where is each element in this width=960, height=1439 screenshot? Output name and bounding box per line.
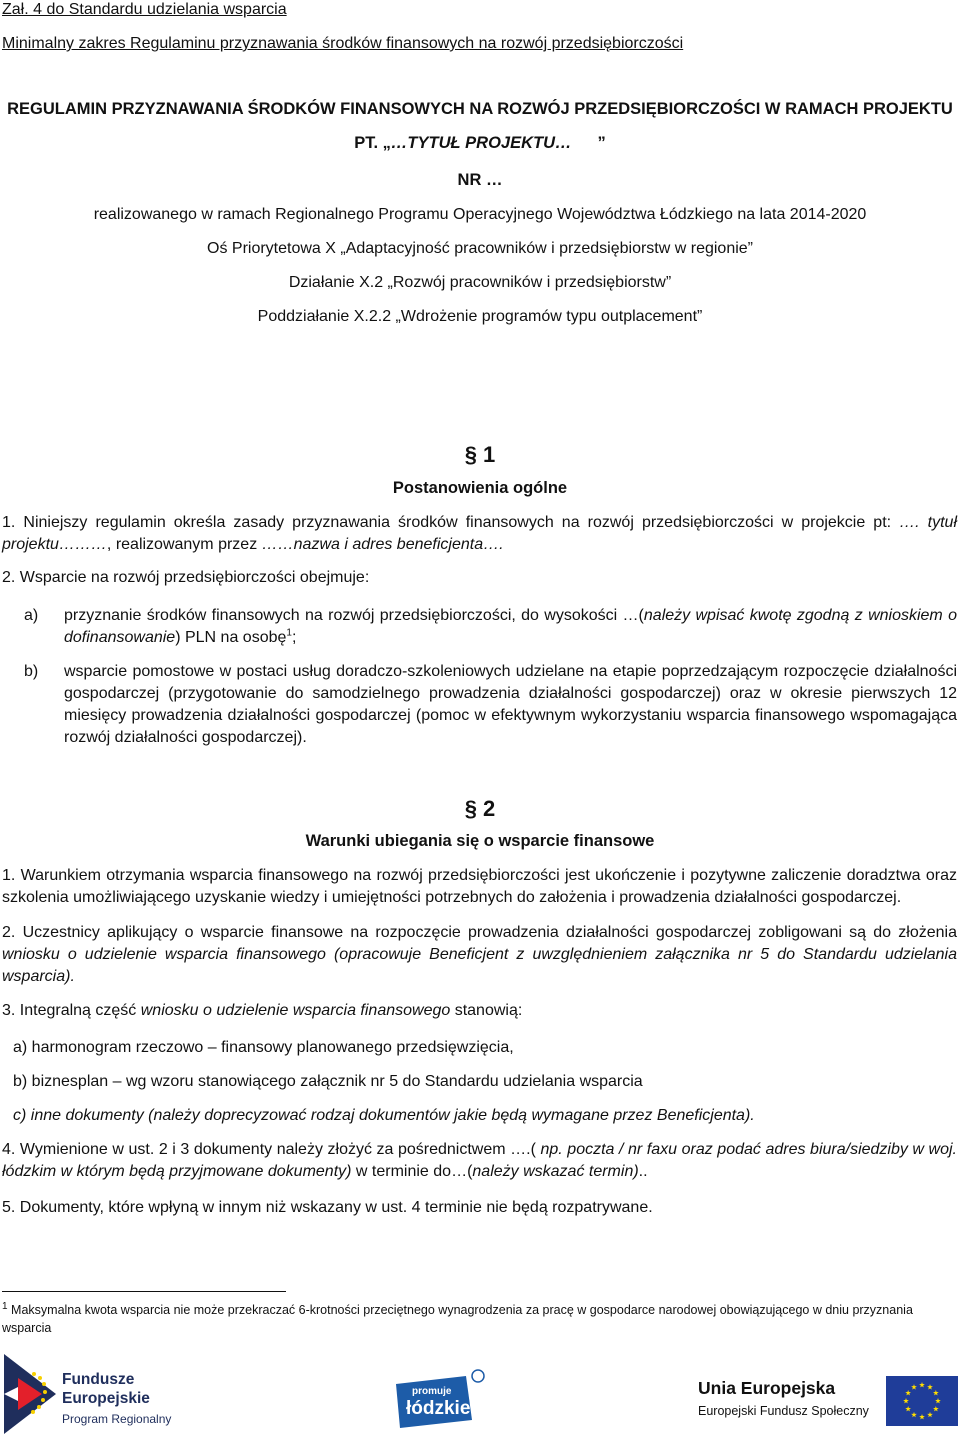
lodz-text-2: łódzkie	[406, 1398, 471, 1419]
fundusze-europejskie-logo	[4, 1354, 194, 1434]
ue-text-1: Unia Europejska	[698, 1378, 836, 1398]
s2p4-end: ..	[638, 1163, 648, 1180]
program-line: realizowanego w ramach Regionalnego Programu Operacyjnego Województwa Łódzkiego na lata 2014-2020	[93, 206, 867, 223]
project-title-placeholder: …TYTUŁ PROJEKTU…	[390, 134, 572, 152]
s1p1-project-title: …. tytuł projektu………	[2, 514, 958, 553]
regulation-title: REGULAMIN PRZYZNAWANIA ŚRODKÓW FINANSOWYCH NA ROZWÓJ PRZEDSIĘBIORCZOŚCI W RAMACH PROJEKTU	[7, 100, 953, 118]
unia-europejska-logo	[698, 1376, 958, 1428]
footnote	[2, 1301, 952, 1337]
s1p1-text: 1. Niniejszy regulamin określa zasady przyznawania środków finansowych na rozwój przedsiębiorczości w projekcie pt:	[2, 514, 900, 531]
priority-axis-line: Oś Priorytetowa X „Adaptacyjność pracowników i przedsiębiorstw w regionie”	[207, 240, 753, 257]
action-line: Działanie X.2 „Rozwój pracowników i przedsiębiorstw”	[288, 274, 672, 291]
attachment-header: Zał. 4 do Standardu udzielania wsparcia	[2, 1, 287, 18]
item-a-end: ;	[291, 629, 297, 646]
fe-emblem-icon	[4, 1354, 56, 1434]
list-item-b: b) biznesplan – wg wzoru stanowiącego załącznik nr 5 do Standardu udzielania wsparcia	[13, 1073, 643, 1090]
footnote-number: 1	[2, 1300, 8, 1312]
document-subtitle: Minimalny zakres Regulaminu przyznawania środków finansowych na rozwój przedsiębiorczości	[2, 35, 684, 52]
fe-text-1: Fundusze	[62, 1371, 135, 1388]
list-item-c: c) inne dokumenty (należy doprecyzować rodzaj dokumentów jakie będą wymagane przez Beneficjenta).	[13, 1107, 755, 1124]
section-2-title: Warunki ubiegania się o wsparcie finansowe	[305, 832, 655, 850]
s2p2-application: wniosku o udzielenie wsparcia finansowego (opracowuje Beneficjent z uwzględnieniem załącznika nr 5 do Standardu udzielania wsparcia).	[2, 946, 957, 985]
pt-prefix: PT. „	[354, 134, 391, 152]
section-2-symbol: § 2	[464, 796, 496, 821]
section-1-symbol: § 1	[464, 442, 496, 467]
section-1-title: Postanowienia ogólne	[392, 479, 568, 497]
footnote-ref[interactable]: 1	[286, 627, 292, 639]
section-2-paragraph-4	[2, 1139, 957, 1183]
section-2-paragraph-5: 5. Dokumenty, które wpłyną w innym niż wskazany w ust. 4 terminie nie będą rozpatrywane.	[2, 1199, 653, 1216]
project-number: NR …	[457, 171, 503, 189]
item-a-note: należy wpisać kwotę zgodną z wnioskiem o dofinansowanie	[64, 607, 957, 646]
s2p4-text-2: w terminie do…(	[351, 1163, 473, 1180]
section-2-paragraph-2	[2, 922, 957, 988]
s1p1-text-2: , realizowanym przez	[106, 536, 262, 553]
item-a	[64, 605, 957, 649]
s1p1-beneficiary: ……nazwa i adres beneficjenta….	[261, 536, 504, 553]
section-1-paragraph-1	[2, 512, 957, 556]
item-b: wsparcie pomostowe w postaci usług doradczo-szkoleniowych udzielane na etapie poprzedzającym rozpoczęcie działalności gospodarczej (przygotowanie do samodzielnego prowadzenia działalności gospodarczej) oraz w okresie pierwszych 12 miesięcy prowadzenia działalności gospodarczej (pomoc w efektywnym wykorzystaniu wsparcia finansowego wspomagająca rozwój działalności gospodarczej).	[64, 663, 957, 746]
pt-suffix: ”	[597, 134, 606, 152]
subaction-line: Poddziałanie X.2.2 „Wdrożenie programów typu outplacement”	[257, 308, 703, 325]
s2p4-text: 4. Wymienione w ust. 2 i 3 dokumenty należy złożyć za pośrednictwem ….(	[2, 1141, 541, 1158]
section-2-paragraph-3	[2, 1000, 957, 1022]
fe-text-2: Europejskie	[62, 1390, 150, 1407]
s2p3-application: wniosku o udzielenie wsparcia finansowego	[140, 1002, 451, 1019]
footnote-separator	[2, 1291, 286, 1292]
project-name-line	[0, 134, 960, 153]
item-a-label: a)	[24, 607, 39, 624]
s2p4-deadline: należy wskazać termin)	[472, 1163, 639, 1180]
eu-flag-icon	[886, 1376, 958, 1426]
ue-text-2: Europejski Fundusz Społeczny	[698, 1404, 869, 1418]
section-1-paragraph-2: 2. Wsparcie na rozwój przedsiębiorczości obejmuje:	[2, 569, 370, 586]
item-b-label: b)	[24, 663, 39, 680]
s2p2-text: 2. Uczestnicy aplikujący o wsparcie finansowe na rozpoczęcie prowadzenia działalności gospodarczej zobligowani są do złożenia	[2, 924, 957, 941]
footnote-text: Maksymalna kwota wsparcia nie może przekraczać 6-krotności przeciętnego wynagrodzenia za pracę w gospodarce narodowej obowiązującego w dniu przyznania wsparcia	[2, 1303, 913, 1335]
item-a-text-2: ) PLN na osobę	[175, 629, 287, 646]
s2p4-note: np. poczta / nr faxu oraz podać adres biura/siedziby w woj. łódzkim w którym będą przyjmowane dokumenty)	[2, 1141, 958, 1180]
s2p3-text: 3. Integralną część	[2, 1002, 141, 1019]
item-a-text: przyznanie środków finansowych na rozwój przedsiębiorczości, do wysokości …(	[64, 607, 644, 624]
promuje-lodzkie-logo	[388, 1368, 488, 1432]
fe-text-3: Program Regionalny	[62, 1412, 172, 1426]
lodz-text-1: promuje	[412, 1386, 452, 1397]
section-2-paragraph-1: 1. Warunkiem otrzymania wsparcia finansowego na rozwój przedsiębiorczości jest ukończenie i pozytywne zaliczenie doradztwa oraz szkolenia umożliwiającego uzyskanie wiedzy i umiejętności potrzebnych do założenia i prowadzenia działalności gospodarczej.	[2, 867, 957, 906]
s2p3-text-2: stanowią:	[450, 1002, 523, 1019]
list-item-a: a) harmonogram rzeczowo – finansowy planowanego przedsięwzięcia,	[13, 1039, 514, 1056]
